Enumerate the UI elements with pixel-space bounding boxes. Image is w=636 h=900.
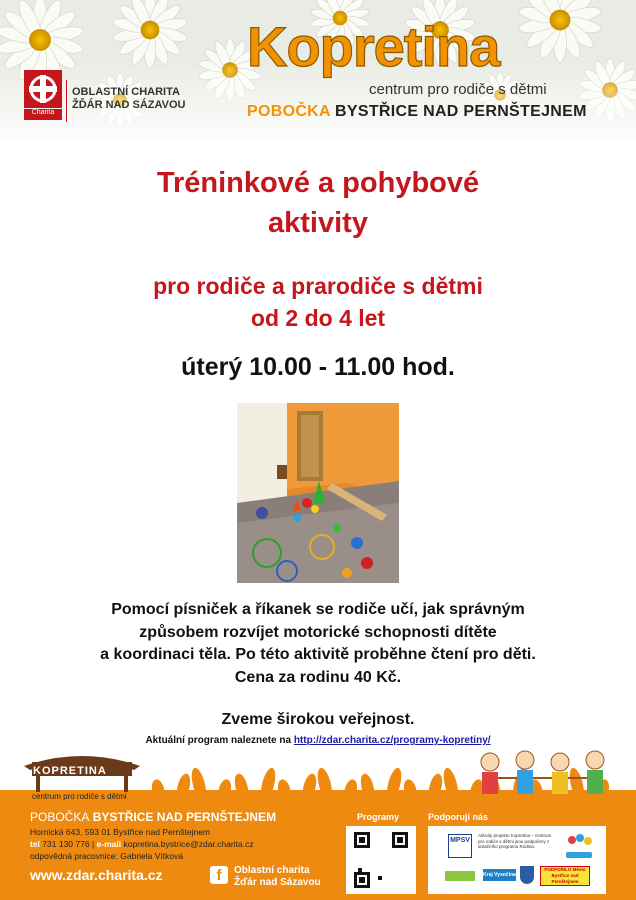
footer-logo-title: KOPRETINA [33, 765, 107, 777]
footer-branch-name: BYSTŘICE NAD PERNŠTEJNEM [92, 810, 277, 824]
event-audience [0, 270, 636, 334]
event-title [0, 163, 636, 243]
program-text: Aktuální program naleznete na [145, 735, 292, 746]
divider [66, 80, 67, 122]
charity-line1: OBLASTNÍ CHARITA [72, 86, 180, 98]
branch-name: BYSTŘICE NAD PERNŠTEJNEM [335, 103, 587, 120]
kraj-logo [445, 871, 475, 881]
brand-subtitle: centrum pro rodiče s dětmi [369, 81, 547, 98]
fb-line2: Žďár nad Sázavou [234, 877, 321, 888]
program-link[interactable]: http://zdar.charita.cz/programy-kopretiny/ [293, 735, 491, 746]
footer-website[interactable]: www.zdar.charita.cz [30, 867, 163, 883]
charity-name [72, 86, 185, 112]
event-title-line1: Tréninkové a pohybové [156, 167, 480, 199]
qr-module [378, 876, 382, 880]
email-label: e-mail [96, 839, 122, 849]
programs-qr-code[interactable] [346, 826, 416, 894]
programs-label: Programy [357, 812, 400, 822]
audience-line1: pro rodiče a prarodiče s dětmi [153, 273, 483, 299]
fb-line1: Oblastní charita [234, 865, 310, 876]
activity-room-photo [237, 403, 399, 583]
event-description [40, 599, 596, 689]
charity-line2: ŽĎÁR NAD SÁZAVOU [72, 99, 186, 111]
price-line: Cena za rodinu 40 Kč. [234, 668, 402, 686]
vysocina-logo: Kraj Vysočina [483, 869, 516, 881]
daisy-center [29, 29, 51, 51]
footer-branch [30, 810, 276, 824]
facebook-icon[interactable]: f [210, 866, 228, 884]
qr-module [358, 868, 362, 872]
footer-contact-person: odpovědná pracovnice: Gabriela Vítková [30, 851, 184, 861]
town-crest-icon [520, 866, 534, 884]
description-line1: Pomocí písniček a říkanek se rodiče učí, jak správným [111, 601, 525, 618]
event-time: úterý 10.00 - 11.00 hod. [181, 353, 455, 381]
branch-prefix: POBOČKA [247, 103, 331, 120]
charita-logo-text: Charita [31, 109, 55, 116]
qr-code-icon [346, 826, 416, 894]
header [0, 0, 636, 140]
description-line2: způsobem rozvíjet motorické schopnosti dítěte [139, 623, 497, 641]
footer-address: Hornická 643, 593 01 Bystřice nad Pernštejnem [30, 827, 211, 837]
tel-label: tel [30, 839, 40, 849]
footer-branch-prefix: POBOČKA [30, 810, 90, 824]
footer-logo-subtitle: centrum pro rodiče s dětmi [32, 792, 127, 801]
podporilo-logo: PODPOŘILO Město Bystřice nad Pernštejnem [540, 866, 590, 886]
children-drawing [470, 748, 620, 810]
supporters-label: Podporují nás [428, 812, 489, 822]
branch-heading [247, 103, 587, 121]
invitation: Zveme širokou veřejnost. [221, 711, 415, 728]
facebook-page-name[interactable] [234, 865, 321, 889]
footer-contacts: tel 731 130 776 | e-mail kopretina.bystrice@zdar.charita.cz [30, 839, 254, 849]
support-note: Aktivity projektu Kopretina – centrum pro rodiče s dětmi jsou podpořeny z dotačního programu Rodina. [478, 833, 552, 849]
daisy-center [550, 10, 571, 31]
mpsv-logo: MPSV [448, 834, 472, 858]
daisy-center [141, 21, 160, 40]
audience-line2: od 2 do 4 let [250, 305, 386, 331]
brand-title: Kopretina [247, 15, 500, 78]
rodina-logo [562, 832, 596, 862]
description-line3: a koordinaci těla. Po této aktivitě proběhne čtení pro děti. [100, 646, 536, 663]
tel-value: 731 130 776 [42, 839, 90, 849]
event-title-line2: aktivity [268, 207, 368, 239]
email-value[interactable]: kopretina.bystrice@zdar.charita.cz [123, 839, 254, 849]
